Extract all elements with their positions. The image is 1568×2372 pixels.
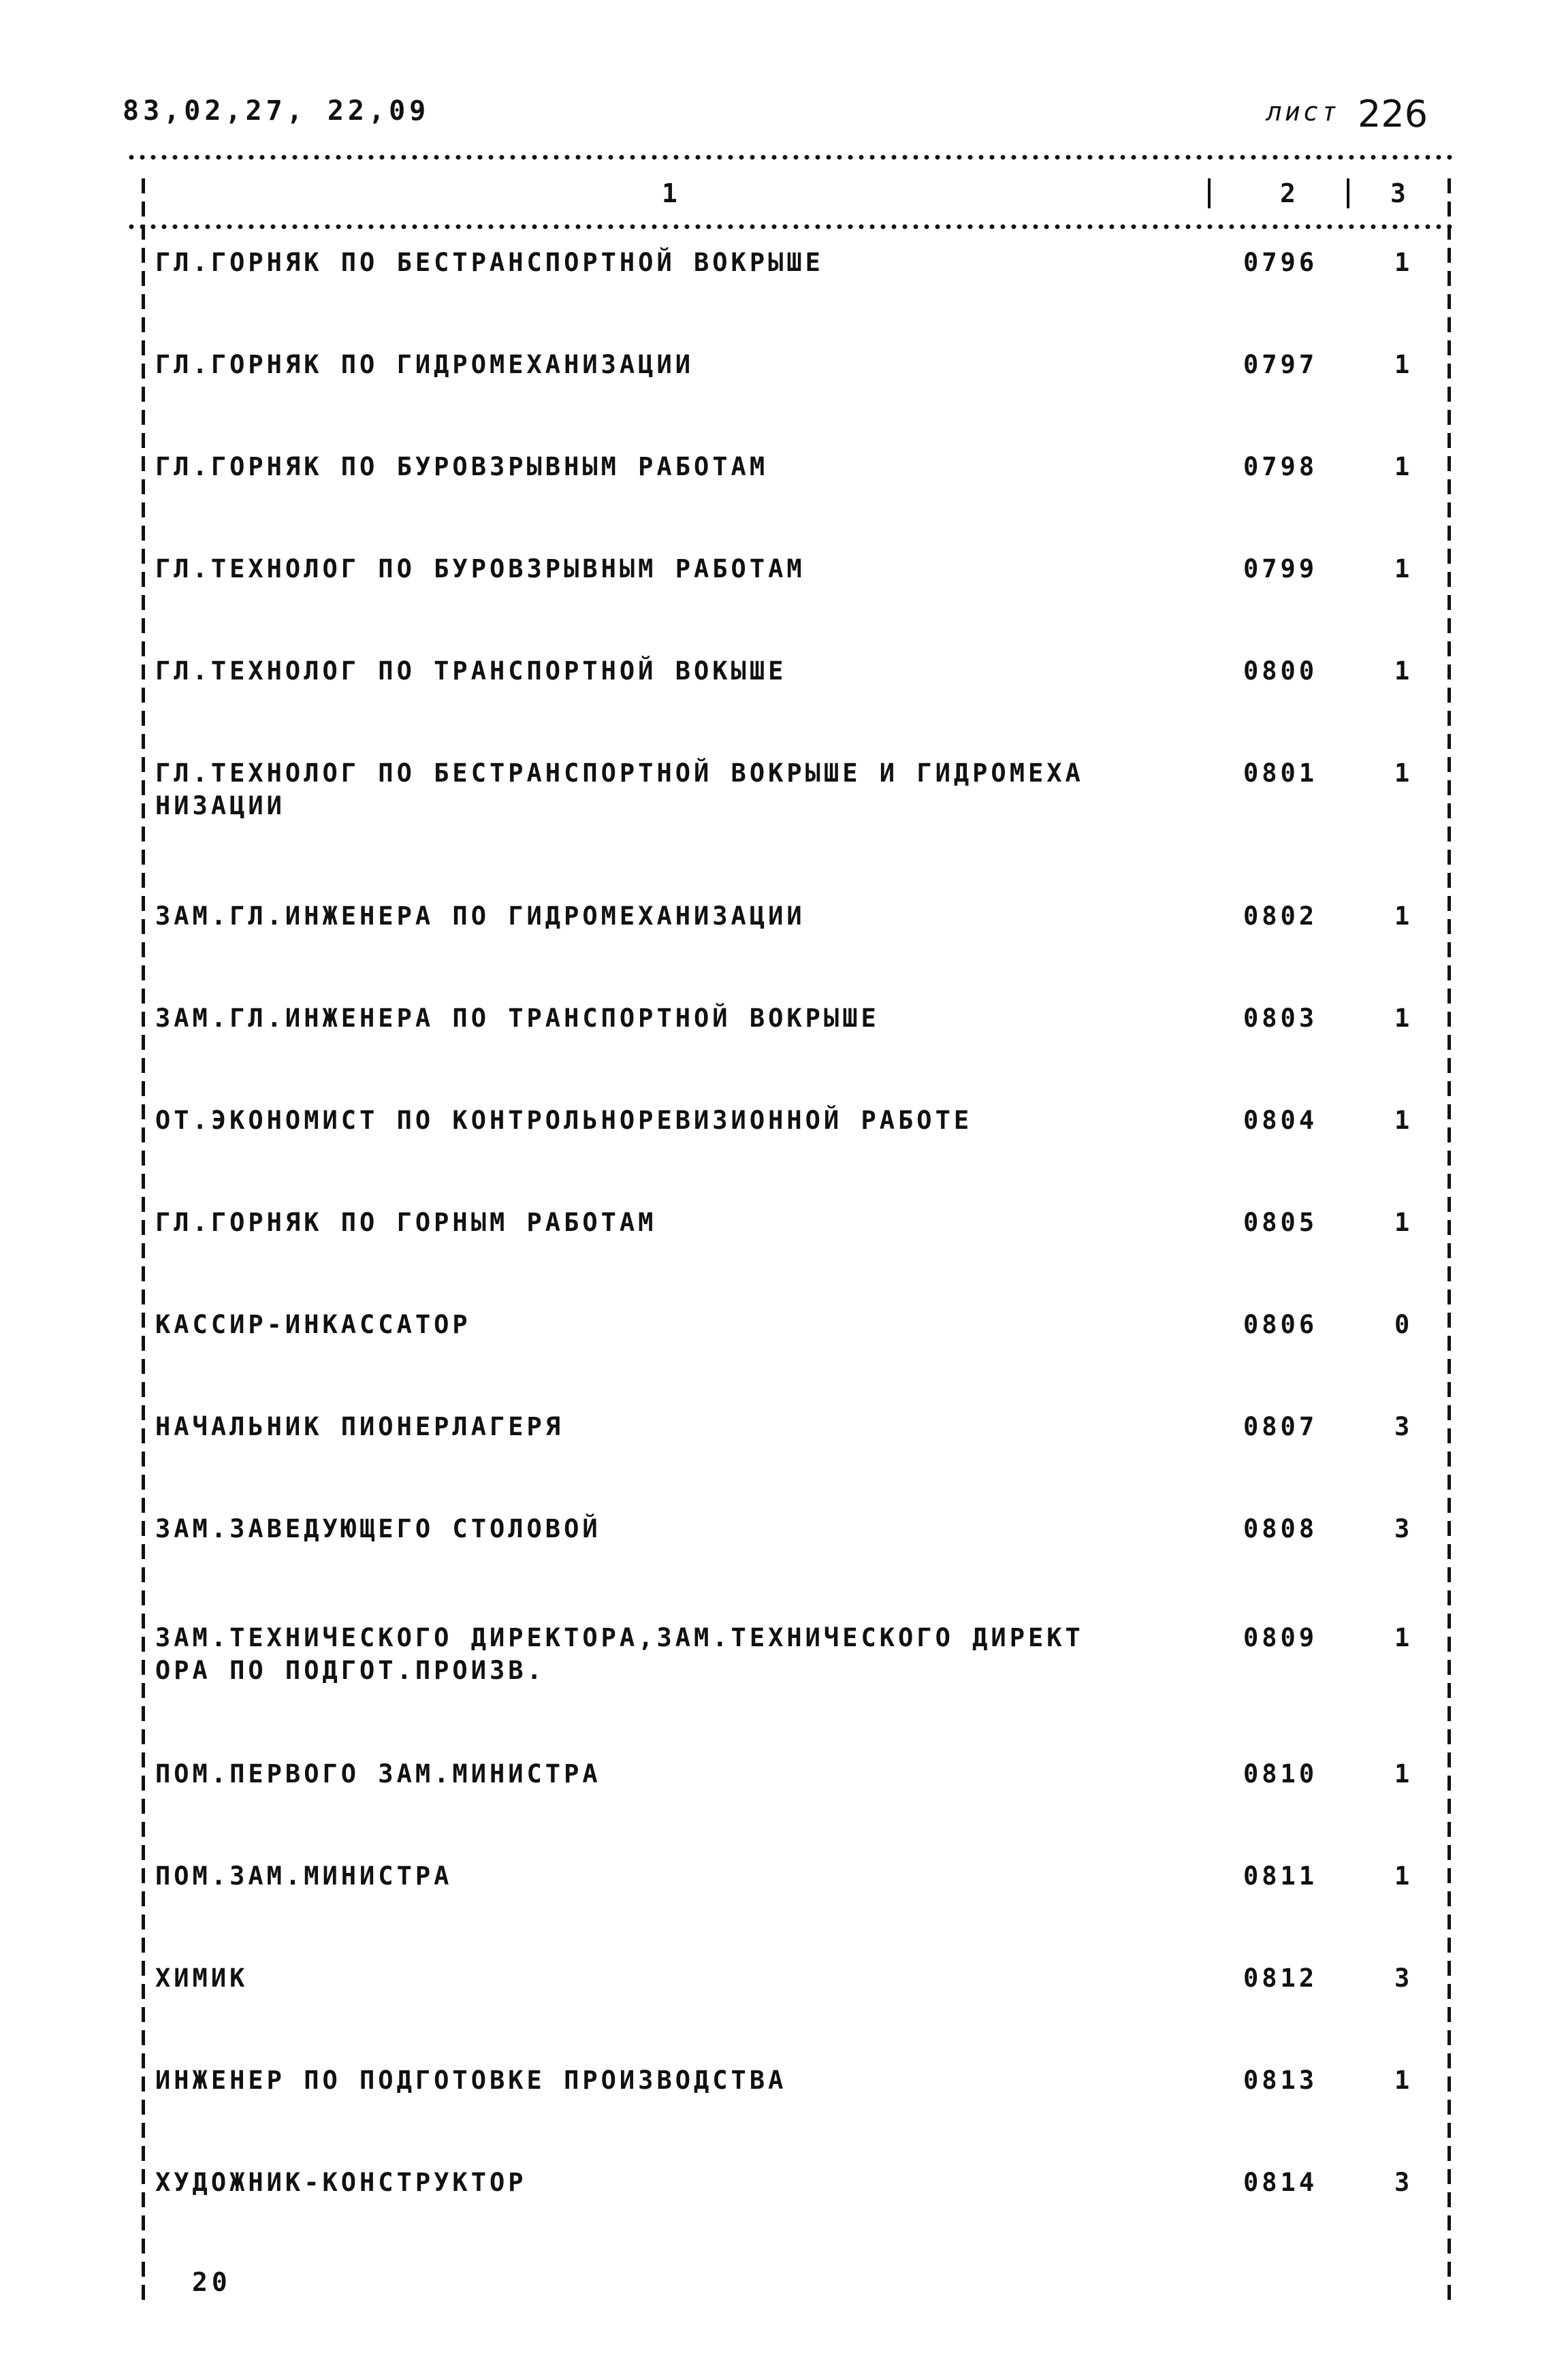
position-category: 3 (1394, 1412, 1410, 1441)
asterisk-rule-bottom (126, 222, 1454, 231)
position-category: 1 (1394, 1004, 1410, 1033)
position-code: 0796 (1243, 248, 1318, 277)
position-name: ЗАМ.ЗАВЕДУЮЩЕГО СТОЛОВОЙ (155, 1514, 601, 1543)
position-code: 0812 (1243, 1964, 1318, 1993)
position-name: ЗАМ.ТЕХНИЧЕСКОГО ДИРЕКТОРА,ЗАМ.ТЕХНИЧЕСКОГО ДИРЕКТ ОРА ПО ПОДГОТ.ПРОИЗВ. (155, 1623, 1084, 1685)
position-category: 1 (1394, 2066, 1410, 2095)
position-category: 1 (1394, 554, 1410, 583)
position-code: 0804 (1243, 1106, 1318, 1135)
position-category: 1 (1394, 1861, 1410, 1891)
position-code: 0805 (1243, 1208, 1318, 1237)
sheet-label: лист (1266, 97, 1340, 127)
position-category: 1 (1394, 1623, 1410, 1652)
position-code: 0808 (1243, 1514, 1318, 1543)
sheet-number: 226 (1358, 93, 1428, 135)
position-category: 0 (1394, 1310, 1410, 1339)
position-code: 0809 (1243, 1623, 1318, 1652)
column-header-3: 3 (1390, 178, 1406, 208)
position-name: ГЛ.ГОРНЯК ПО ГОРНЫМ РАБОТАМ (155, 1208, 657, 1237)
position-name: ОТ.ЭКОНОМИСТ ПО КОНТРОЛЬНОРЕВИЗИОННОЙ РАБОТЕ (155, 1106, 973, 1135)
position-name: ПОМ.ПЕРВОГО ЗАМ.МИНИСТРА (155, 1759, 601, 1789)
position-name: КАССИР-ИНКАССАТОР (155, 1310, 471, 1339)
position-code: 0801 (1243, 758, 1318, 788)
position-category: 1 (1394, 758, 1410, 788)
asterisk-rule-top (126, 153, 1454, 162)
position-category: 1 (1394, 350, 1410, 379)
position-name: ХУДОЖНИК-КОНСТРУКТОР (155, 2168, 527, 2197)
table-right-border (1447, 178, 1451, 2303)
position-category: 3 (1394, 1964, 1410, 1993)
column-separator (1347, 178, 1349, 208)
column-header-2: 2 (1280, 178, 1296, 208)
position-name: ГЛ.ГОРНЯК ПО БЕСТРАНСПОРТНОЙ ВОКРЫШЕ (155, 248, 824, 277)
position-category: 1 (1394, 1759, 1410, 1789)
position-name: ГЛ.ТЕХНОЛОГ ПО ТРАНСПОРТНОЙ ВОКЫШЕ (155, 656, 787, 686)
document-code: 83,02,27, 22,09 (123, 95, 430, 127)
column-separator (1208, 178, 1211, 208)
position-code: 0807 (1243, 1412, 1318, 1441)
position-code: 0814 (1243, 2168, 1318, 2197)
position-name: ПОМ.ЗАМ.МИНИСТРА (155, 1861, 453, 1891)
position-category: 3 (1394, 2168, 1410, 2197)
position-name: НАЧАЛЬНИК ПИОНЕРЛАГЕРЯ (155, 1412, 564, 1441)
footer-page-number: 20 (192, 2267, 231, 2297)
position-name: ГЛ.ТЕХНОЛОГ ПО БУРОВЗРЫВНЫМ РАБОТАМ (155, 554, 805, 583)
position-code: 0803 (1243, 1004, 1318, 1033)
position-category: 1 (1394, 1208, 1410, 1237)
position-code: 0799 (1243, 554, 1318, 583)
position-code: 0798 (1243, 452, 1318, 481)
position-category: 1 (1394, 901, 1410, 931)
position-category: 3 (1394, 1514, 1410, 1543)
position-name: ЗАМ.ГЛ.ИНЖЕНЕРА ПО ГИДРОМЕХАНИЗАЦИИ (155, 901, 805, 931)
position-code: 0802 (1243, 901, 1318, 931)
position-category: 1 (1394, 1106, 1410, 1135)
table-left-border (142, 178, 145, 2303)
position-name: ГЛ.ТЕХНОЛОГ ПО БЕСТРАНСПОРТНОЙ ВОКРЫШЕ И ГИДРОМЕХА НИЗАЦИИ (155, 758, 1084, 820)
position-name: ЗАМ.ГЛ.ИНЖЕНЕРА ПО ТРАНСПОРТНОЙ ВОКРЫШЕ (155, 1004, 880, 1033)
position-category: 1 (1394, 452, 1410, 481)
position-code: 0813 (1243, 2066, 1318, 2095)
position-category: 1 (1394, 248, 1410, 277)
position-category: 1 (1394, 656, 1410, 686)
position-name: ГЛ.ГОРНЯК ПО ГИДРОМЕХАНИЗАЦИИ (155, 350, 694, 379)
position-code: 0800 (1243, 656, 1318, 686)
position-name: ИНЖЕНЕР ПО ПОДГОТОВКЕ ПРОИЗВОДСТВА (155, 2066, 787, 2095)
position-code: 0797 (1243, 350, 1318, 379)
position-code: 0810 (1243, 1759, 1318, 1789)
column-header-1: 1 (662, 178, 677, 208)
position-name: ГЛ.ГОРНЯК ПО БУРОВЗРЫВНЫМ РАБОТАМ (155, 452, 769, 481)
position-code: 0811 (1243, 1861, 1318, 1891)
position-name: ХИМИК (155, 1964, 249, 1993)
position-code: 0806 (1243, 1310, 1318, 1339)
